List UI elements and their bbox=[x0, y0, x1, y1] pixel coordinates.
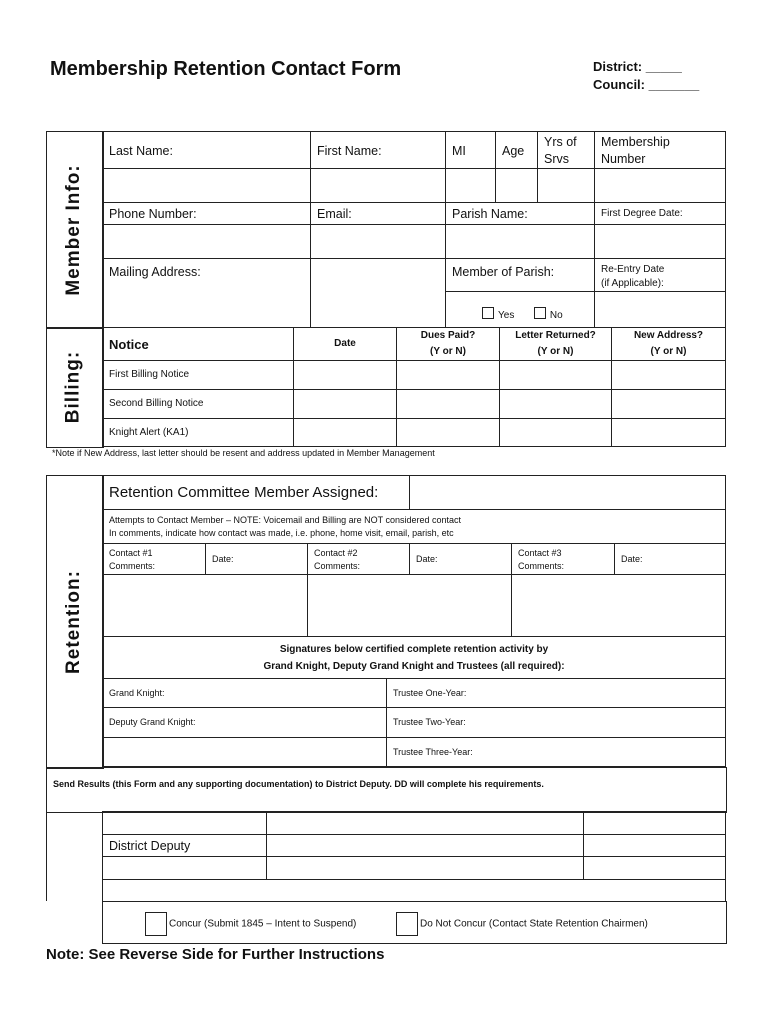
new-address-header: New Address? (Y or N) bbox=[612, 328, 726, 361]
send-results-box bbox=[46, 767, 727, 813]
yrs-of-srvs-label: Yrs of Srvs bbox=[538, 132, 595, 169]
new-address-cell[interactable] bbox=[612, 390, 726, 419]
dd-cell[interactable] bbox=[267, 857, 584, 880]
new-address-cell[interactable] bbox=[612, 419, 726, 447]
parish-name-label: Parish Name: bbox=[446, 203, 595, 225]
billing-row-label: Knight Alert (KA1) bbox=[103, 419, 294, 447]
yrs-of-srvs-input[interactable] bbox=[538, 169, 595, 203]
phone-number-label: Phone Number: bbox=[103, 203, 311, 225]
first-name-input[interactable] bbox=[311, 169, 446, 203]
billing-label: Billing: bbox=[62, 350, 84, 424]
first-degree-date-input[interactable] bbox=[595, 225, 726, 259]
mailing-address-input[interactable] bbox=[311, 259, 446, 328]
letter-returned-cell[interactable] bbox=[500, 419, 612, 447]
no-checkbox[interactable] bbox=[534, 307, 546, 319]
parish-name-input[interactable] bbox=[446, 225, 595, 259]
contact3-label: Contact #3 Comments: bbox=[512, 544, 615, 575]
email-label: Email: bbox=[311, 203, 446, 225]
billing-row-label: Second Billing Notice bbox=[103, 390, 294, 419]
dd-cell[interactable] bbox=[584, 812, 726, 835]
no-label: No bbox=[549, 310, 563, 321]
billing-row-label: First Billing Notice bbox=[103, 361, 294, 390]
first-name-label: First Name: bbox=[311, 132, 446, 169]
mi-input[interactable] bbox=[446, 169, 496, 203]
council-field[interactable]: Council: _______ bbox=[593, 77, 700, 92]
contact2-comments-input[interactable] bbox=[308, 575, 512, 637]
dues-paid-cell[interactable] bbox=[397, 419, 500, 447]
page-title: Membership Retention Contact Form bbox=[50, 58, 402, 80]
contact2-date-label: Date: bbox=[410, 544, 512, 575]
letter-returned-cell[interactable] bbox=[500, 390, 612, 419]
retention-table bbox=[102, 475, 726, 679]
attempts-note: Attempts to Contact Member – NOTE: Voicemail and Billing are NOT considered contact In comments, indicate how contact was made, i.e. phone, home visit, email, parish, etc bbox=[103, 510, 726, 544]
dd-cell[interactable] bbox=[267, 812, 584, 835]
billing-note: *Note if New Address, last letter should be resent and address updated in Member Management bbox=[52, 448, 435, 458]
member-of-parish-label: Member of Parish: bbox=[446, 259, 595, 292]
last-name-input[interactable] bbox=[103, 169, 311, 203]
dd-cell[interactable] bbox=[267, 835, 584, 857]
concur-option bbox=[145, 912, 356, 936]
dues-paid-cell[interactable] bbox=[397, 361, 500, 390]
membership-number-label: Membership Number bbox=[595, 132, 726, 169]
member-info-side bbox=[46, 131, 104, 329]
trustee-one-field[interactable]: Trustee One-Year: bbox=[387, 679, 726, 708]
date-header: Date bbox=[294, 328, 397, 361]
contact3-comments-input[interactable] bbox=[512, 575, 726, 637]
phone-number-input[interactable] bbox=[103, 225, 311, 259]
signature-blank[interactable] bbox=[103, 738, 387, 767]
trustee-two-field[interactable]: Trustee Two-Year: bbox=[387, 708, 726, 738]
district-field[interactable]: District: _____ bbox=[593, 59, 682, 74]
mi-label: MI bbox=[446, 132, 496, 169]
send-results-text: Send Results (this Form and any supporting documentation) to District Deputy. DD will complete his requirements. bbox=[53, 779, 544, 789]
age-label: Age bbox=[496, 132, 538, 169]
billing-date-cell[interactable] bbox=[294, 361, 397, 390]
yes-checkbox[interactable] bbox=[482, 307, 494, 319]
billing-side bbox=[46, 327, 104, 448]
membership-number-input[interactable] bbox=[595, 169, 726, 203]
dd-cell[interactable] bbox=[584, 835, 726, 857]
dd-side-blank bbox=[46, 811, 103, 901]
contact1-comments-input[interactable] bbox=[103, 575, 308, 637]
footer-note: Note: See Reverse Side for Further Instructions bbox=[46, 946, 385, 963]
contact2-label: Contact #2 Comments: bbox=[308, 544, 410, 575]
dd-blank-row[interactable] bbox=[103, 880, 726, 902]
email-input[interactable] bbox=[311, 225, 446, 259]
committee-member-input[interactable] bbox=[410, 476, 726, 510]
dd-cell[interactable] bbox=[103, 857, 267, 880]
do-not-concur-option bbox=[396, 912, 648, 936]
member-info-label: Member Info: bbox=[63, 164, 84, 296]
do-not-concur-checkbox[interactable] bbox=[396, 912, 418, 936]
district-council-block bbox=[593, 58, 699, 94]
contact3-date-label: Date: bbox=[615, 544, 726, 575]
billing-date-cell[interactable] bbox=[294, 390, 397, 419]
dues-paid-cell[interactable] bbox=[397, 390, 500, 419]
member-info-table bbox=[102, 131, 726, 328]
dd-cell[interactable] bbox=[584, 857, 726, 880]
district-deputy-table bbox=[102, 811, 726, 902]
trustee-three-field[interactable]: Trustee Three-Year: bbox=[387, 738, 726, 767]
concur-label: Concur (Submit 1845 – Intent to Suspend) bbox=[169, 918, 357, 930]
deputy-grand-knight-field[interactable]: Deputy Grand Knight: bbox=[103, 708, 387, 738]
signatures-table bbox=[102, 678, 726, 767]
district-deputy-label: District Deputy bbox=[103, 835, 267, 857]
concur-box bbox=[102, 901, 727, 944]
contact1-date-label: Date: bbox=[206, 544, 308, 575]
dues-paid-header: Dues Paid? (Y or N) bbox=[397, 328, 500, 361]
concur-checkbox[interactable] bbox=[145, 912, 167, 936]
retention-side bbox=[46, 475, 104, 769]
contact1-label: Contact #1 Comments: bbox=[103, 544, 206, 575]
do-not-concur-label: Do Not Concur (Contact State Retention Chairmen) bbox=[420, 918, 648, 930]
billing-date-cell[interactable] bbox=[294, 419, 397, 447]
notice-header: Notice bbox=[103, 328, 294, 361]
age-input[interactable] bbox=[496, 169, 538, 203]
reentry-date-label: Re-Entry Date (if Applicable): bbox=[595, 259, 726, 292]
letter-returned-cell[interactable] bbox=[500, 361, 612, 390]
dd-cell[interactable] bbox=[103, 812, 267, 835]
first-degree-date-label: First Degree Date: bbox=[595, 203, 726, 225]
last-name-label: Last Name: bbox=[103, 132, 311, 169]
mailing-address-label: Mailing Address: bbox=[103, 259, 311, 328]
retention-label: Retention: bbox=[63, 570, 84, 674]
new-address-cell[interactable] bbox=[612, 361, 726, 390]
billing-table bbox=[102, 327, 726, 447]
signatures-heading: Signatures below certified complete retention activity by Grand Knight, Deputy Grand Knight and Trustees (all required): bbox=[103, 637, 726, 679]
member-of-parish-options bbox=[446, 292, 595, 328]
reentry-date-input[interactable] bbox=[595, 292, 726, 328]
letter-returned-header: Letter Returned? (Y or N) bbox=[500, 328, 612, 361]
grand-knight-field[interactable]: Grand Knight: bbox=[103, 679, 387, 708]
yes-label: Yes bbox=[498, 310, 515, 321]
committee-member-label: Retention Committee Member Assigned: bbox=[103, 476, 410, 510]
